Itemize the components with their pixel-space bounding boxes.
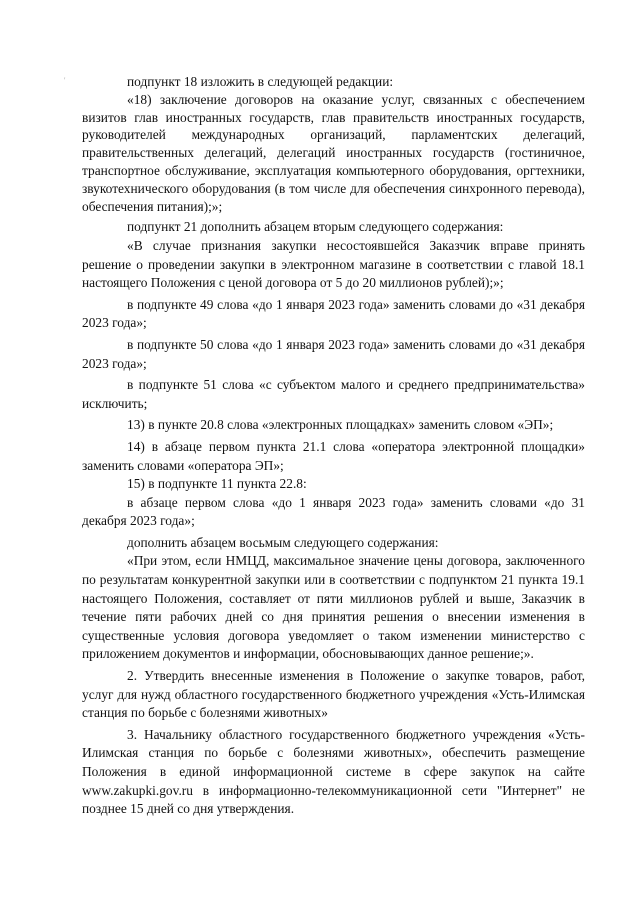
margin-mark: ' xyxy=(64,76,66,85)
paragraph-9: 14) в абзаце первом пункта 21.1 слова «оператора электронной площадки» заменить словами «оператора ЭП»; xyxy=(82,438,585,473)
document-body xyxy=(82,73,585,819)
paragraph-7: в подпункте 51 слова «с субъектом малого и среднего предпринимательства» исключить; xyxy=(82,377,585,411)
paragraph-8: 13) в пункте 20.8 слова «электронных площадках» заменить словом «ЭП»; xyxy=(127,417,554,433)
paragraph-12: дополнить абзацем восьмым следующего содержания: xyxy=(127,534,439,550)
paragraph-11: в абзаце первом слова «до 1 января 2023 года» заменить словами «до 31 декабря 2023 года»; xyxy=(82,494,585,529)
paragraph-14: 2. Утвердить внесенные изменения в Положение о закупке товаров, работ, услуг для нужд областного государственного бюджетного учреждения «Усть-Илимская станция по борьбе с болезнями животных» xyxy=(82,668,585,721)
paragraph-10: 15) в подпункте 11 пункта 22.8: xyxy=(127,476,307,492)
paragraph-1: подпункт 18 изложить в следующей редакции: xyxy=(127,74,394,89)
paragraph-2: «18) заключение договоров на оказание услуг, связанных с обеспечением визитов глав иностранных государств, глав правительств иностранных государств, руководителей международных организаций, парламентских делегаций, правительственных делегаций, делегаций иностранных государств (гостиничное, транспортное обслуживание, эксплуатация компьютерного оборудования, оргтехники, звукотехнического оборудования (в том числе для обеспечения синхронного перевода), обеспечения питания);»; xyxy=(82,91,585,214)
paragraph-3: подпункт 21 дополнить абзацем вторым следующего содержания: xyxy=(127,219,504,235)
paragraph-5: в подпункте 49 слова «до 1 января 2023 года» заменить словами до «31 декабря 2023 года»; xyxy=(82,296,585,331)
paragraph-15: 3. Начальнику областного государственного бюджетного учреждения «Усть-Илимская станция по борьбе с болезнями животных», обеспечить размещение Положения в единой информационной системе в сфере закупок на сайте www.zakupki.gov.ru в информационно-телекоммуникационной сети "Интернет" не позднее 15 дней со дня утверждения. xyxy=(82,726,585,817)
paragraph-6: в подпункте 50 слова «до 1 января 2023 года» заменить словами до «31 декабря 2023 года»; xyxy=(82,336,585,371)
paragraph-13: «При этом, если НМЦД, максимальное значение цены договора, заключенного по результатам конкурентной закупки или в соответствии с подпунктом 21 пункта 19.1 настоящего Положения, составляет от пяти миллионов рублей и выше, Заказчик в течение пяти рабочих дней со дня принятия решения о внесении изменения в существенные условия договора уведомляет о таком изменении министерство с приложением документов и информации, обосновывающих данное решение;». xyxy=(82,553,585,662)
paragraph-4: «В случае признания закупки несостоявшейся Заказчик вправе принять решение о проведении закупки в электронном магазине в соответствии с главой 18.1 настоящего Положения с ценой договора от 5 до 20 миллионов рублей);»; xyxy=(82,237,585,291)
